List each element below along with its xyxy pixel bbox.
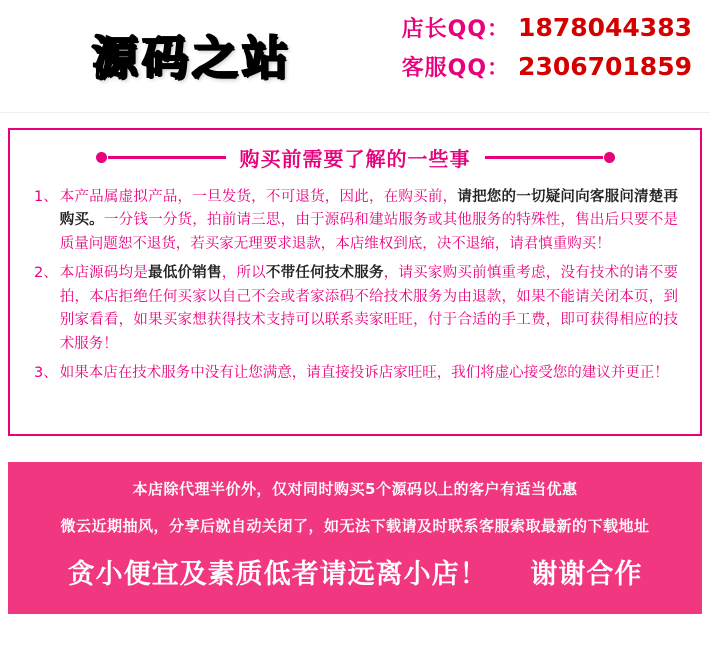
notice-text-fragment: 最低价销售 <box>148 265 222 282</box>
manager-qq-label: 店长QQ： <box>401 17 511 42</box>
manager-qq-number[interactable]: 1878044383 <box>518 13 692 42</box>
support-qq-number[interactable]: 2306701859 <box>518 52 692 81</box>
notice-text-fragment: 不带任何技术服务 <box>265 265 384 282</box>
notice-item-text <box>60 262 678 356</box>
notice-text-fragment: ，所以 <box>221 265 266 282</box>
footer-slogan-right: 谢谢合作 <box>530 559 643 590</box>
footer-line-2: 微云近期抽风，分享后就自动关闭了，如无法下载请及时联系客服索取最新的下载地址 <box>60 517 650 535</box>
notice-title-bar <box>10 130 700 184</box>
notice-panel <box>8 128 702 436</box>
notice-title: 购买前需要了解的一些事 <box>239 146 471 171</box>
notice-text-fragment: 请把您的一切疑问向客服问清楚再购买。 <box>59 189 679 229</box>
notice-item <box>34 262 678 356</box>
notice-item-text <box>60 186 678 256</box>
notice-text-fragment: 一分钱一分货，拍前请三思，由于源码和建站服务或其他服务的特殊性，售出后只要不是质量问题恕不退货，若买家无理要求退款，本店维权到底，决不退缩，请君慎重购买！ <box>59 212 679 252</box>
header <box>0 0 710 113</box>
notice-item <box>34 186 678 256</box>
notice-item <box>34 362 678 385</box>
site-logo: 源码之站 <box>92 31 292 85</box>
title-decoration-right-icon <box>485 156 603 159</box>
notice-text-fragment: 如果本店在技术服务中没有让您满意，请直接投诉店家旺旺，我们将虚心接受您的建议并更正！ <box>59 365 669 382</box>
support-qq-label: 客服QQ： <box>401 56 511 81</box>
contact-block <box>402 12 692 90</box>
notice-item-index: 3、 <box>34 365 58 382</box>
title-decoration-left-icon <box>108 156 226 159</box>
footer-slogan <box>8 552 702 591</box>
notice-text-fragment: ，请买家购买前慎重考虑，没有技术的请不要拍，本店拒绝任何买家以自己不会或者家添码不给技术服务为由退款，如果不能请关闭本页，到别家看看，如果买家想获得技术支持可以联系卖家旺旺，付于合适的手工费，即可获得相应的技术服务！ <box>59 265 679 352</box>
notice-item-index: 2、 <box>34 265 58 282</box>
contact-row-manager <box>402 12 692 43</box>
notice-text-fragment: 本店源码均是 <box>59 265 149 282</box>
notice-text-fragment: 本产品属虚拟产品，一旦发货，不可退货，因此，在购买前， <box>59 189 458 205</box>
notice-item-index: 1、 <box>34 189 58 205</box>
footer-banner <box>8 462 702 614</box>
notice-list <box>10 184 700 386</box>
footer-slogan-left: 贪小便宜及素质低者请远离小店！ <box>67 559 488 590</box>
notice-item-text <box>60 362 678 385</box>
contact-row-support <box>402 51 692 82</box>
footer-line-1: 本店除代理半价外，仅对同时购买5个源码以上的客户有适当优惠 <box>132 480 578 498</box>
